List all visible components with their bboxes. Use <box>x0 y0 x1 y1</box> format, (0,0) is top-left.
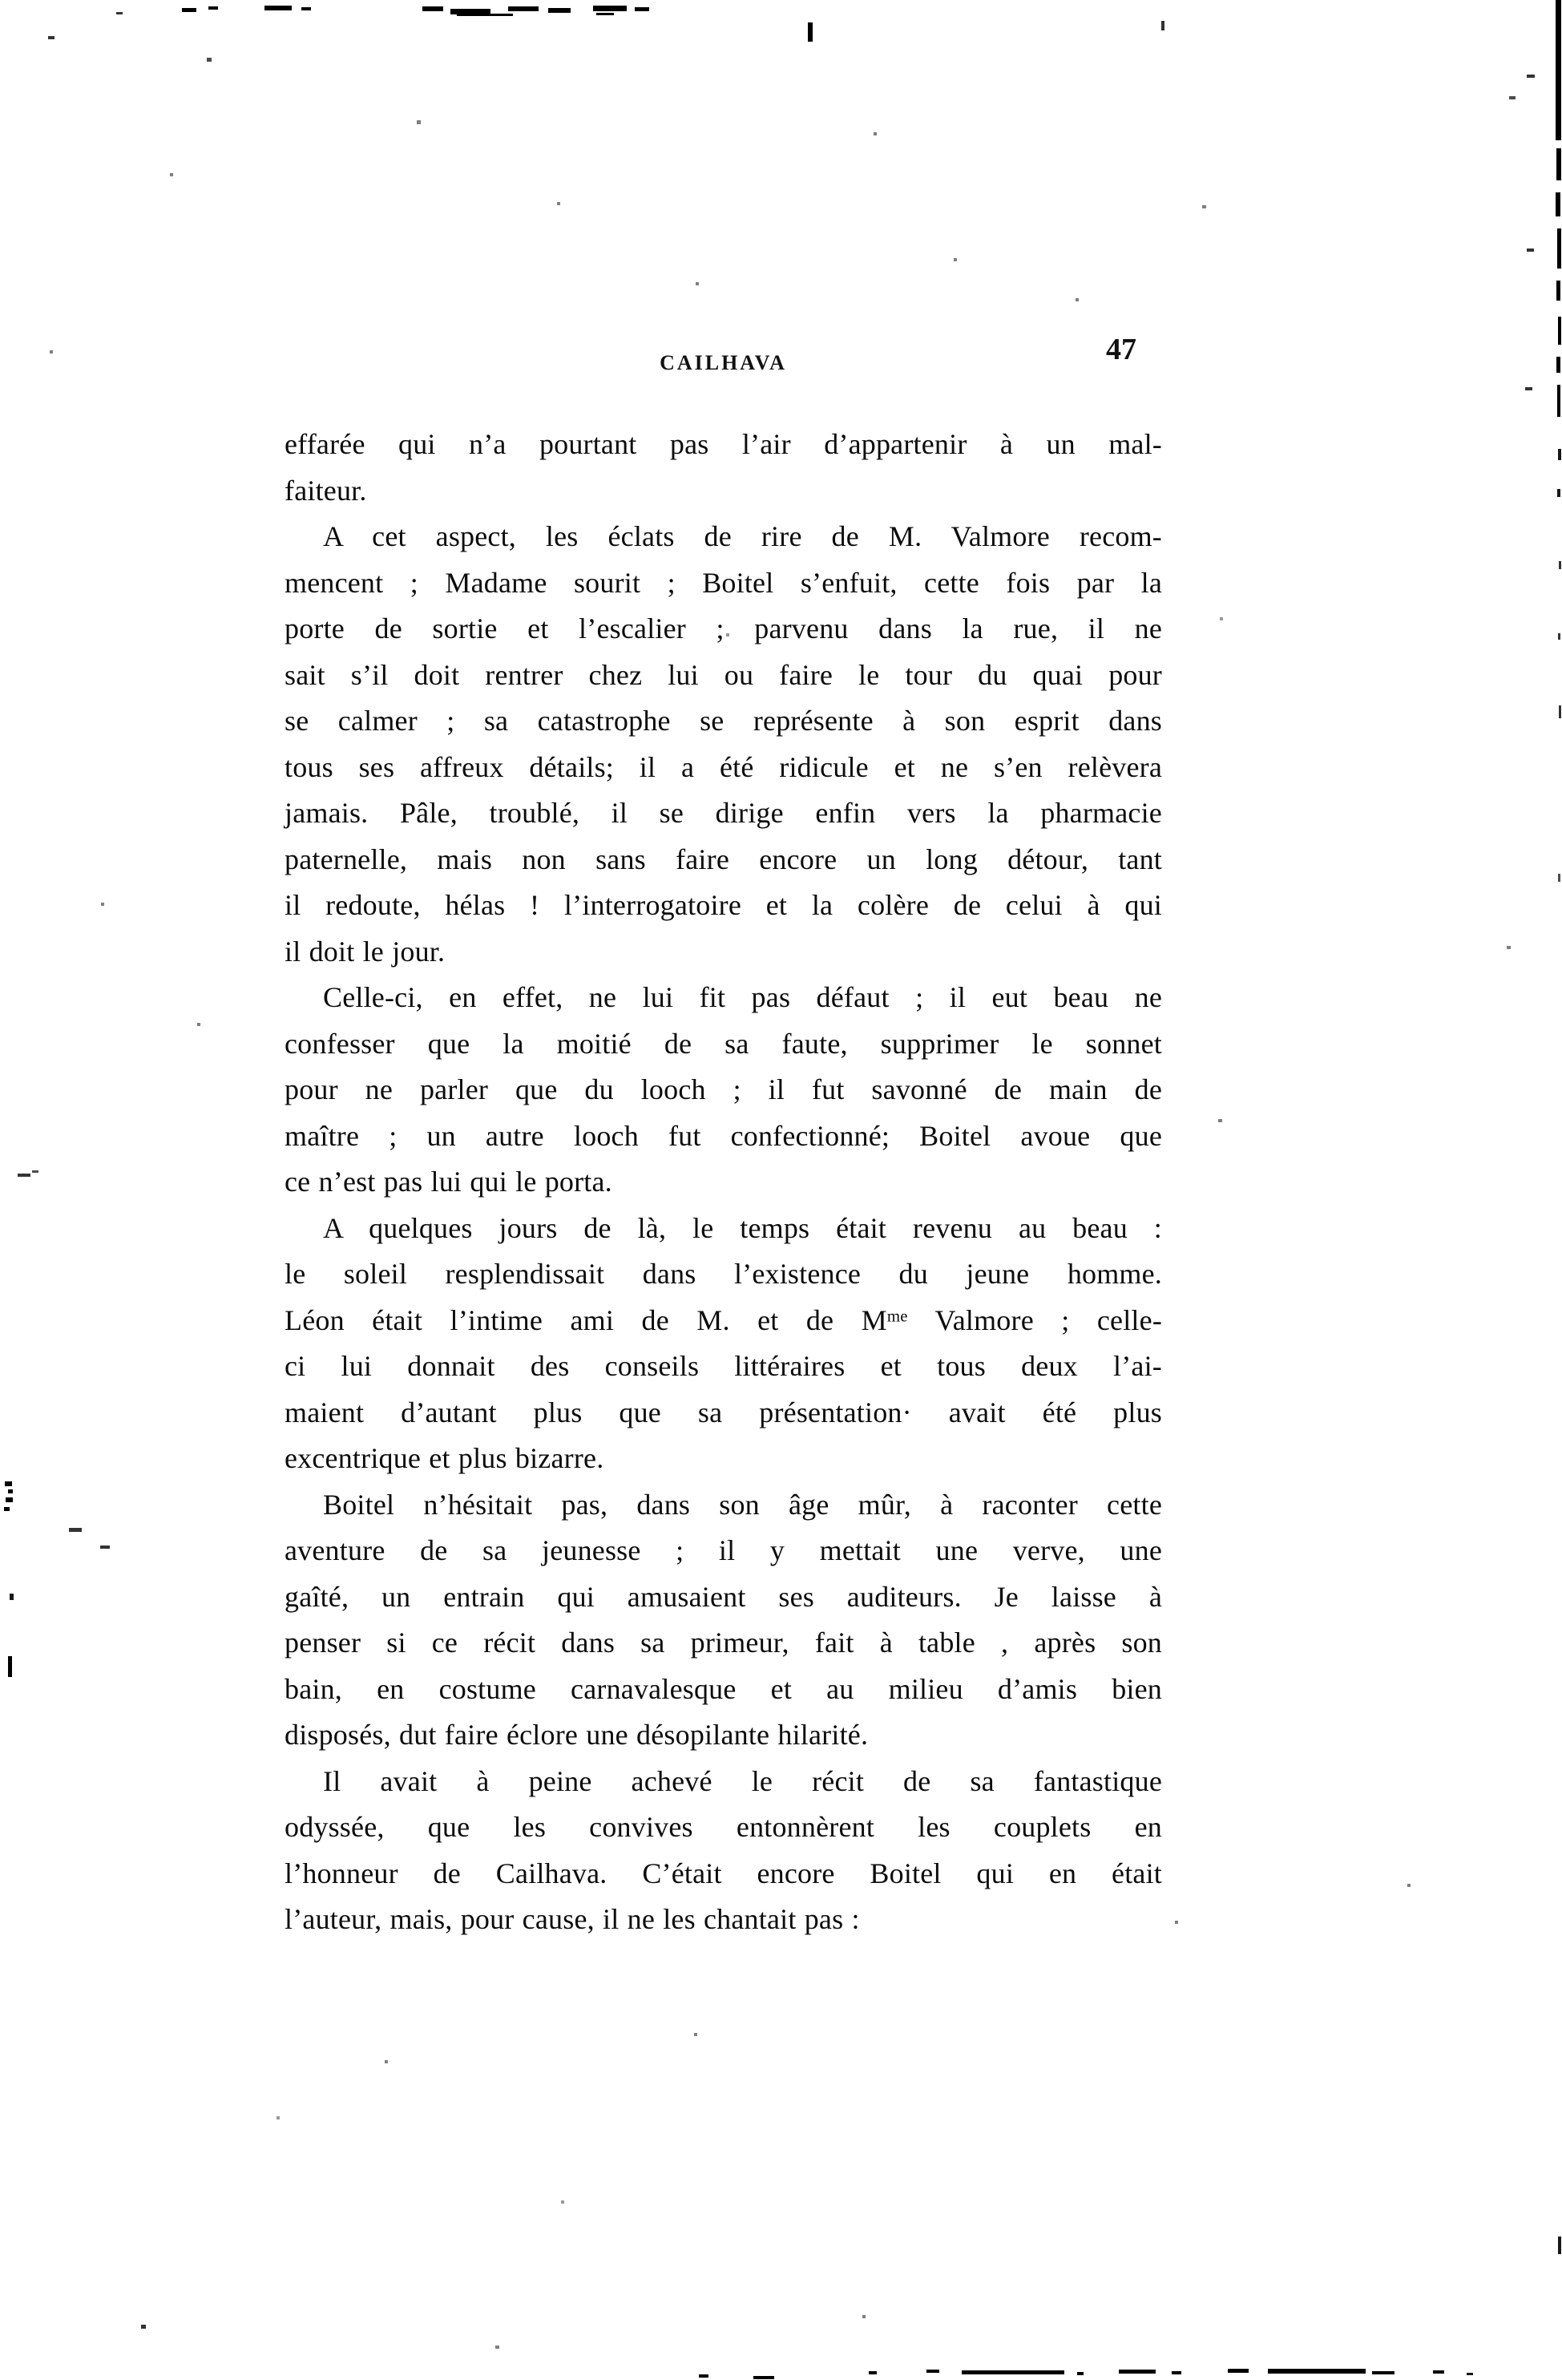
scan-artifact <box>694 2033 697 2036</box>
scan-artifact <box>50 350 53 354</box>
scan-artifact <box>1228 2369 1249 2373</box>
text-line: l’auteur, mais, pour cause, il ne les chantait pas : <box>285 1903 860 1935</box>
scan-artifact <box>495 2346 499 2349</box>
text-line: tous ses affreux détails; il a été ridicule et ne s’en relèvera <box>285 750 1162 783</box>
scan-artifact <box>1509 96 1516 99</box>
text-line: paternelle, mais non sans faire encore un long détour, tant <box>285 842 1162 875</box>
scan-artifact <box>301 7 311 10</box>
page-body <box>285 422 1162 1943</box>
scan-artifact <box>557 202 560 205</box>
scan-artifact <box>926 2370 939 2373</box>
scan-artifact <box>1556 192 1560 216</box>
scan-artifact <box>1119 2370 1156 2374</box>
scan-artifact <box>1507 946 1511 949</box>
scan-artifact <box>1218 1119 1222 1122</box>
scan-artifact <box>1407 1884 1411 1887</box>
scan-artifact <box>1558 449 1561 460</box>
text-line: A cet aspect, les éclats de rire de M. Valmore recom- <box>323 520 1162 552</box>
text-line: ce n’est pas lui qui le porta. <box>285 1166 612 1198</box>
text-line: A quelques jours de là, le temps était revenu au beau : <box>323 1211 1162 1244</box>
scan-artifact <box>1557 385 1560 417</box>
scan-artifact <box>32 1170 38 1173</box>
text-line: l’honneur de Cailhava. C’était encore Boitel qui en était <box>285 1857 1162 1889</box>
scan-artifact <box>450 9 490 14</box>
scan-artifact <box>8 1489 13 1493</box>
scan-artifact <box>1175 1921 1178 1924</box>
scan-artifact <box>422 6 443 11</box>
scan-artifact <box>170 173 173 176</box>
scan-artifact <box>874 132 877 135</box>
text-line: disposés, dut faire éclore une désopilante hilarité. <box>285 1719 869 1751</box>
scan-artifact <box>1467 2373 1473 2375</box>
text-line: confesser que la moitié de sa faute, supprimer le sonnet <box>285 1027 1162 1060</box>
text-line: se calmer ; sa catastrophe se représente à son esprit dans <box>285 705 1162 737</box>
scan-artifact <box>869 2371 877 2374</box>
page-number: 47 <box>1106 333 1136 366</box>
text-line: il doit le jour. <box>285 935 446 968</box>
scan-artifact <box>699 2374 708 2378</box>
scan-artifact <box>753 2376 774 2379</box>
scan-artifact <box>1558 317 1561 345</box>
text-line: il redoute, hélas ! l’interrogatoire et la colère de celui à qui <box>285 889 1162 921</box>
text-line: odyssée, que les convives entonnèrent les couplets en <box>285 1811 1162 1843</box>
scan-artifact <box>1202 205 1206 208</box>
page-title: CAILHAVA <box>660 351 787 374</box>
scan-artifact <box>18 1174 30 1177</box>
scan-artifact <box>208 6 218 10</box>
scan-artifact <box>1372 2371 1394 2374</box>
text-line: sait s’il doit rentrer chez lui ou faire le tour du quai pour <box>285 658 1162 691</box>
scan-artifact <box>6 1497 13 1502</box>
text-line: Il avait à peine achevé le récit de sa fantastique <box>323 1764 1162 1797</box>
scan-artifact <box>596 13 614 15</box>
scan-artifact <box>696 282 699 285</box>
running-header <box>285 351 1162 383</box>
scan-artifact <box>457 14 513 16</box>
scan-artifact <box>264 6 292 10</box>
scan-artifact <box>1558 874 1560 882</box>
scan-artifact <box>1557 489 1560 497</box>
scan-artifact <box>4 1507 10 1511</box>
scan-artifact <box>141 2325 146 2329</box>
scan-artifact <box>276 2116 280 2119</box>
text-line: excentrique et plus bizarre. <box>285 1442 604 1474</box>
text-line: effarée qui n’a pourtant pas l’air d’appartenir à un mal- <box>285 428 1162 460</box>
scan-artifact <box>962 2370 1064 2374</box>
scan-artifact <box>1559 561 1561 569</box>
text-line: ci lui donnait des conseils littéraires et tous deux l’ai- <box>285 1350 1162 1382</box>
text-line: aventure de sa jeunesse ; il y mettait une verve, une <box>285 1534 1162 1566</box>
scan-artifact <box>1268 2369 1366 2374</box>
scan-artifact <box>116 12 123 14</box>
text-line: bain, en costume carnavalesque et au milieu d’amis bien <box>285 1672 1162 1705</box>
scan-artifact <box>101 903 104 906</box>
superscript: me <box>886 1306 908 1326</box>
scan-artifact <box>1558 633 1560 640</box>
scan-artifact <box>385 2060 388 2063</box>
scan-artifact <box>8 1656 12 1677</box>
text-line: mencent ; Madame sourit ; Boitel s’enfuit, cette fois par la <box>285 566 1162 599</box>
scan-artifact <box>1525 387 1532 390</box>
scan-artifact <box>1557 228 1561 269</box>
scan-artifact <box>508 6 539 11</box>
scan-artifact <box>197 1023 200 1026</box>
scan-artifact <box>182 8 196 12</box>
scan-artifact <box>1559 705 1561 718</box>
scan-artifact <box>1556 0 1561 140</box>
scan-artifact <box>5 1481 12 1486</box>
scan-artifact <box>1172 2371 1181 2374</box>
text-line: Celle-ci, en effet, ne lui fit pas défaut ; il eut beau ne <box>323 981 1162 1013</box>
scan-artifact <box>593 6 627 11</box>
scan-artifact <box>808 22 813 42</box>
scan-artifact <box>1433 2370 1444 2374</box>
scan-artifact <box>207 58 212 62</box>
scan-artifact <box>561 2200 564 2204</box>
scan-artifact <box>48 36 54 39</box>
text-line: penser si ce récit dans sa primeur, fait à table , après son <box>285 1626 1162 1659</box>
scan-artifact <box>1556 148 1561 180</box>
scan-artifact <box>1161 21 1164 30</box>
text-line: maient d’autant plus que sa présentation· avait été plus <box>285 1396 1162 1428</box>
scan-artifact <box>1077 2372 1084 2375</box>
text-line: gaîté, un entrain qui amusaient ses auditeurs. Je laisse à <box>285 1580 1162 1613</box>
scan-artifact <box>862 2315 866 2318</box>
scan-artifact <box>1220 617 1223 620</box>
text-line: faiteur. <box>285 474 367 507</box>
text-line: Boitel n’hésitait pas, dans son âge mûr, à raconter cette <box>323 1488 1162 1521</box>
scan-artifact <box>1556 281 1560 301</box>
text-line: porte de sortie et l’escalier ; parvenu dans la rue, il ne <box>285 612 1162 644</box>
scan-artifact <box>1527 249 1534 252</box>
text-line: le soleil resplendissait dans l’existence du jeune homme. <box>285 1258 1162 1290</box>
scan-artifact <box>69 1528 82 1532</box>
scan-artifact <box>548 8 571 13</box>
scan-artifact <box>1558 2237 1561 2254</box>
scan-artifact <box>954 258 957 261</box>
scan-artifact <box>417 120 421 124</box>
scan-artifact <box>1556 357 1560 373</box>
text-line: pour ne parler que du looch ; il fut savonné de main de <box>285 1073 1162 1105</box>
text-line: maître ; un autre looch fut confectionné; Boitel avoue que <box>285 1119 1162 1152</box>
text-line: Léon était l’intime ami de M. et de $M^{me}$ Valmore ; celle- <box>285 1303 1163 1336</box>
scan-artifact <box>1076 298 1079 301</box>
scan-artifact <box>1527 75 1535 78</box>
scan-artifact <box>100 1546 110 1549</box>
scan-artifact <box>10 1594 14 1600</box>
text-line: jamais. Pâle, troublé, il se dirige enfin vers la pharmacie <box>285 797 1162 829</box>
scan-artifact <box>635 7 649 11</box>
